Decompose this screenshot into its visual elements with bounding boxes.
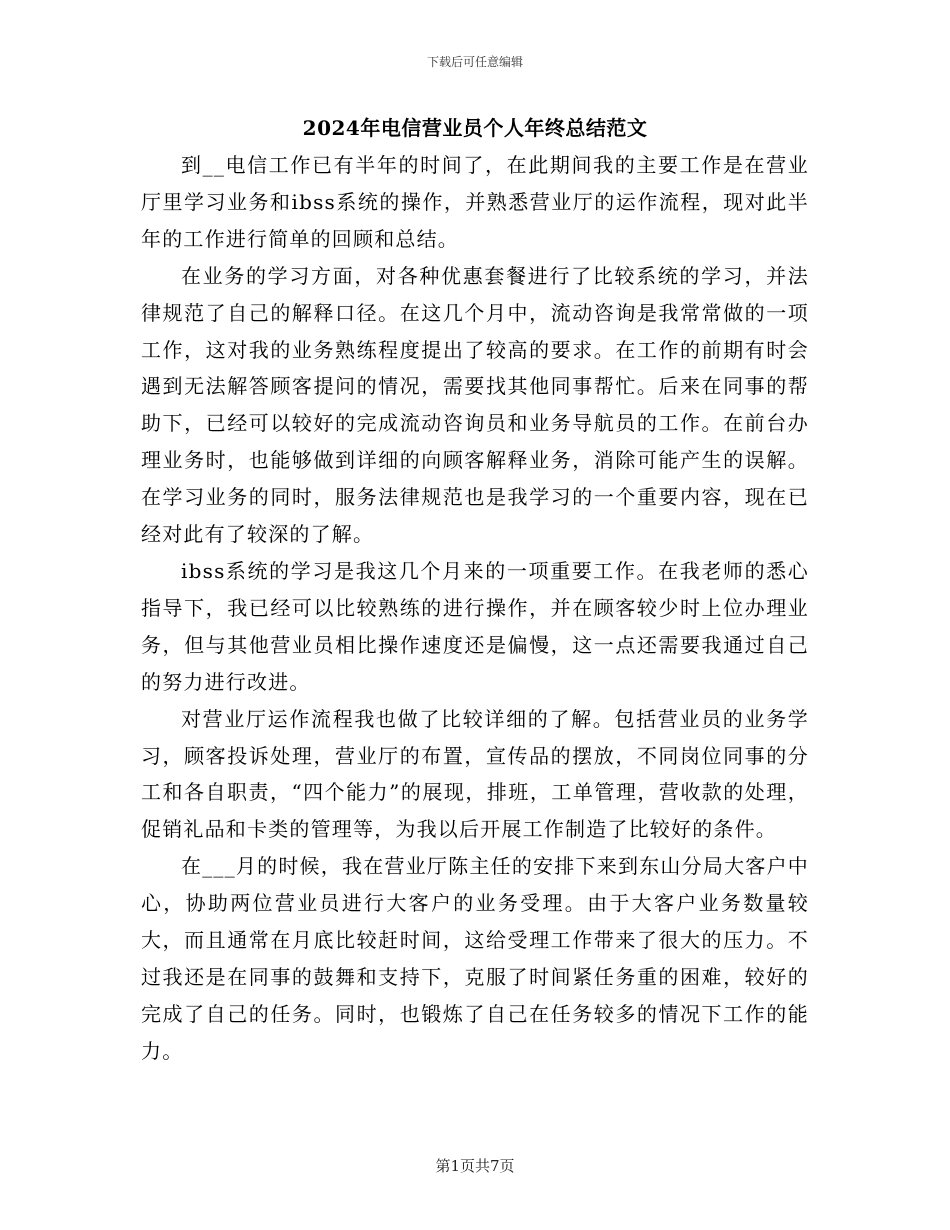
document-body — [141, 147, 809, 1070]
paragraph-4: 对营业厅运作流程我也做了比较详细的了解。包括营业员的业务学习，顾客投诉处理，营业厅的布置，宣传品的摆放，不同岗位同事的分工和各自职责，“四个能力”的展现，排班，工单管理，营收款的处理，促销礼品和卡类的管理等，为我以后开展工作制造了比较好的条件。 — [141, 706, 809, 842]
paragraph-2: 在业务的学习方面，对各种优惠套餐进行了比较系统的学习，并法律规范了自己的解释口径。在这几个月中，流动咨询是我常常做的一项工作，这对我的业务熟练程度提出了较高的要求。在工作的前期有时会遇到无法解答顾客提问的情况，需要找其他同事帮忙。后来在同事的帮助下，已经可以较好的完成流动咨询员和业务导航员的工作。在前台办理业务时，也能够做到详细的向顾客解释业务，消除可能产生的误解。在学习业务的同时，服务法律规范也是我学习的一个重要内容，现在已经对此有了较深的了解。 — [141, 263, 809, 547]
page-header-note: 下载后可任意编辑 — [426, 55, 523, 69]
document-title: 2024年电信营业员个人年终总结范文 — [302, 116, 648, 140]
paragraph-5: 在___月的时候，我在营业厅陈主任的安排下来到东山分局大客户中心，协助两位营业员进行大客户的业务受理。由于大客户业务数量较大，而且通常在月底比较赶时间，这给受理工作带来了很大的压力。不过我还是在同事的鼓舞和支持下，克服了时间紧任务重的困难，较好的完成了自己的任务。同时，也锻炼了自己在任务较多的情况下工作的能力。 — [141, 854, 809, 1063]
paragraph-3: ibss系统的学习是我这几个月来的一项重要工作。在我老师的悉心指导下，我已经可以比较熟练的进行操作，并在顾客较少时上位办理业务，但与其他营业员相比操作速度还是偏慢，这一点还需要我通过自己的努力进行改进。 — [141, 558, 809, 694]
paragraph-1: 到__电信工作已有半年的时间了，在此期间我的主要工作是在营业厅里学习业务和ibss系统的操作，并熟悉营业厅的运作流程，现对此半年的工作进行简单的回顾和总结。 — [141, 153, 809, 251]
page-number: 第1页共7页 — [435, 1157, 515, 1175]
